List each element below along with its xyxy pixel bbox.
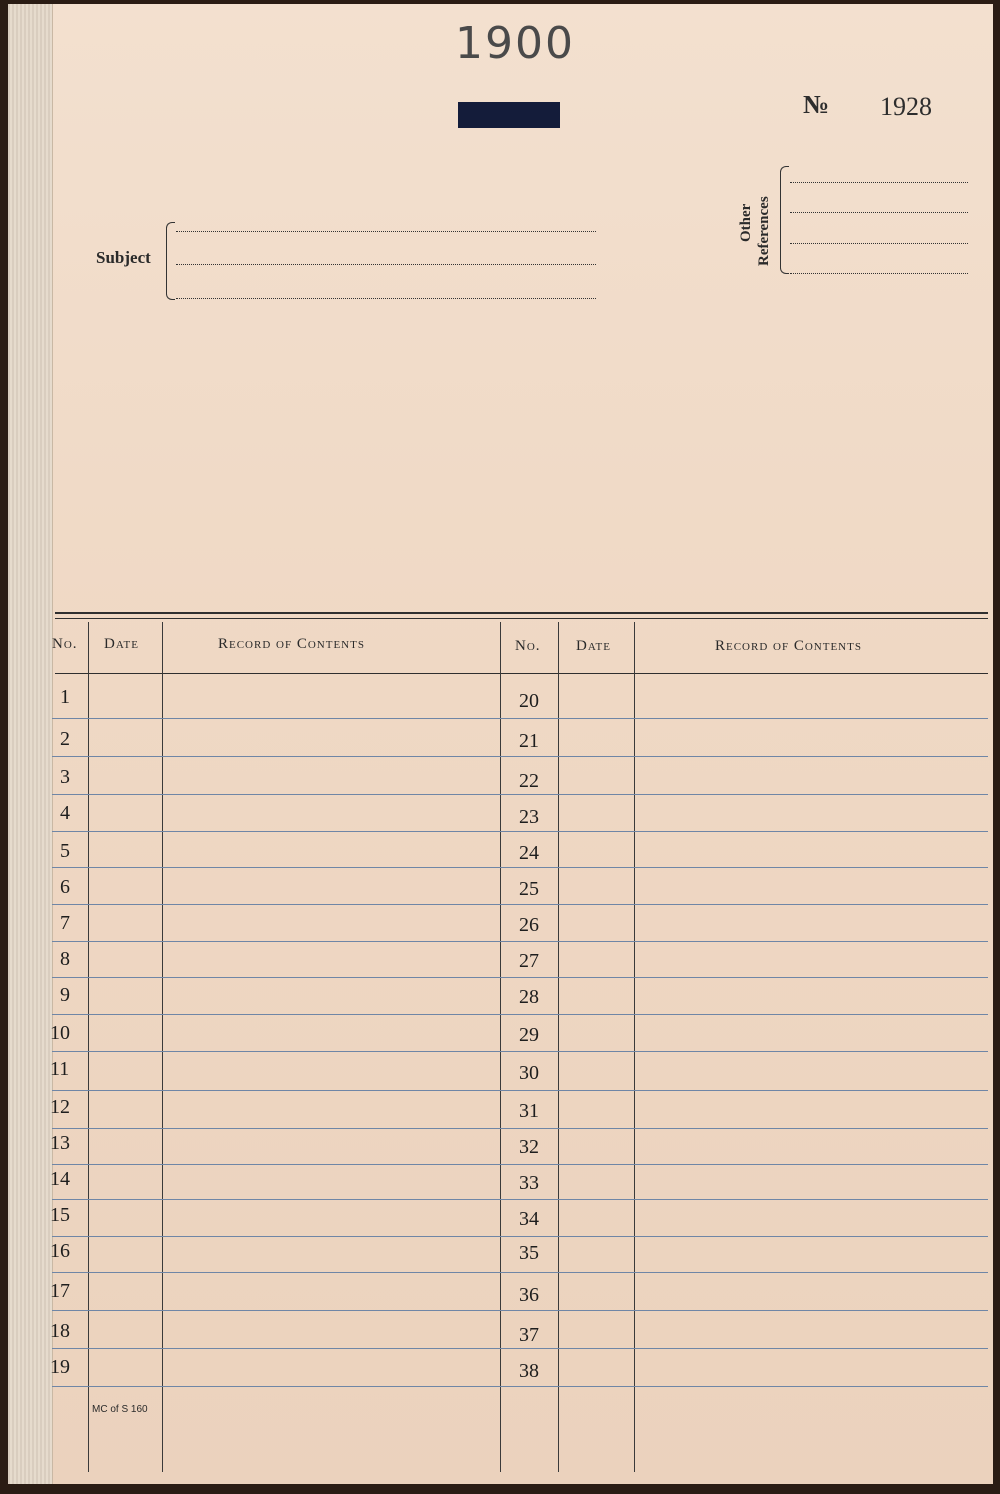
column-divider — [558, 622, 559, 1472]
row-number-right: 28 — [519, 986, 539, 1008]
reference-line — [790, 212, 968, 213]
column-divider — [500, 622, 501, 1472]
ruled-line — [52, 718, 988, 719]
ruled-line — [52, 1310, 988, 1311]
row-number-right: 25 — [519, 878, 539, 900]
file-number-label: № — [803, 90, 830, 119]
top-edge — [0, 0, 1000, 4]
year-stamp: 1900 — [455, 18, 575, 69]
form-code: MC of S 160 — [92, 1404, 148, 1415]
row-number-left: 19 — [50, 1356, 70, 1378]
ruled-line — [52, 1386, 988, 1387]
row-number-right: 34 — [519, 1208, 539, 1230]
row-number-right: 26 — [519, 914, 539, 936]
other-references-word-2: References — [756, 196, 772, 266]
row-number-left: 11 — [50, 1058, 70, 1080]
subject-label: Subject — [96, 248, 151, 267]
row-number-right: 29 — [519, 1024, 539, 1046]
ruled-line — [52, 1014, 988, 1015]
row-number-left: 17 — [50, 1280, 70, 1302]
column-divider — [88, 622, 89, 1472]
file-number-value: 1928 — [880, 92, 932, 121]
row-number-left: 4 — [60, 802, 70, 824]
subject-brace — [166, 222, 175, 300]
table-header-rule — [55, 673, 988, 674]
row-number-right: 23 — [519, 806, 539, 828]
spine-edge — [0, 0, 8, 1494]
row-number-left: 9 — [60, 984, 70, 1006]
row-number-left: 13 — [50, 1132, 70, 1154]
row-number-left: 6 — [60, 876, 70, 898]
row-number-right: 21 — [519, 730, 539, 752]
row-number-left: 10 — [50, 1022, 70, 1044]
ruled-line — [52, 941, 988, 942]
row-number-left: 14 — [50, 1168, 70, 1190]
row-number-right: 22 — [519, 770, 539, 792]
table-top-rule-inner — [55, 618, 988, 619]
ruled-line — [52, 1164, 988, 1165]
right-edge — [993, 0, 1000, 1494]
table-top-rule — [55, 612, 988, 614]
column-divider — [634, 622, 635, 1472]
row-number-right: 33 — [519, 1172, 539, 1194]
reference-line — [790, 182, 968, 183]
ruled-line — [52, 977, 988, 978]
reference-line — [790, 273, 968, 274]
row-number-left: 2 — [60, 728, 70, 750]
left-header-record: Record of Contents — [218, 636, 365, 652]
left-header-no: No. — [52, 636, 78, 652]
ruled-line — [52, 1236, 988, 1237]
row-number-right: 20 — [519, 690, 539, 712]
right-header-record: Record of Contents — [715, 638, 862, 654]
row-number-right: 38 — [519, 1360, 539, 1382]
left-header-date: Date — [104, 636, 139, 652]
ruled-line — [52, 1051, 988, 1052]
row-number-left: 3 — [60, 766, 70, 788]
right-header-no: No. — [515, 638, 541, 654]
ruled-line — [52, 1090, 988, 1091]
ruled-line — [52, 867, 988, 868]
ruled-line — [52, 1348, 988, 1349]
row-number-left: 7 — [60, 912, 70, 934]
row-number-right: 32 — [519, 1136, 539, 1158]
row-number-right: 31 — [519, 1100, 539, 1122]
subject-line — [176, 264, 596, 265]
row-number-left: 12 — [50, 1096, 70, 1118]
row-number-left: 5 — [60, 840, 70, 862]
subject-line — [176, 231, 596, 232]
other-references-label — [736, 170, 782, 270]
ruled-line — [52, 1272, 988, 1273]
ruled-line — [52, 904, 988, 905]
row-number-left: 1 — [60, 686, 70, 708]
row-number-right: 27 — [519, 950, 539, 972]
redaction-block — [458, 102, 560, 128]
row-number-left: 18 — [50, 1320, 70, 1342]
ruled-line — [52, 794, 988, 795]
row-number-right: 36 — [519, 1284, 539, 1306]
row-number-right: 35 — [519, 1242, 539, 1264]
reference-line — [790, 243, 968, 244]
other-references-brace — [780, 166, 789, 274]
ruled-line — [52, 756, 988, 757]
bottom-edge — [0, 1484, 1000, 1494]
row-number-right: 37 — [519, 1324, 539, 1346]
ruled-line — [52, 831, 988, 832]
row-number-left: 8 — [60, 948, 70, 970]
row-number-left: 16 — [50, 1240, 70, 1262]
other-references-word-1: Other — [738, 203, 754, 242]
row-number-right: 24 — [519, 842, 539, 864]
subject-line — [176, 298, 596, 299]
ruled-line — [52, 1128, 988, 1129]
ruled-line — [52, 1199, 988, 1200]
column-divider — [162, 622, 163, 1472]
row-number-left: 15 — [50, 1204, 70, 1226]
right-header-date: Date — [576, 638, 611, 654]
row-number-right: 30 — [519, 1062, 539, 1084]
